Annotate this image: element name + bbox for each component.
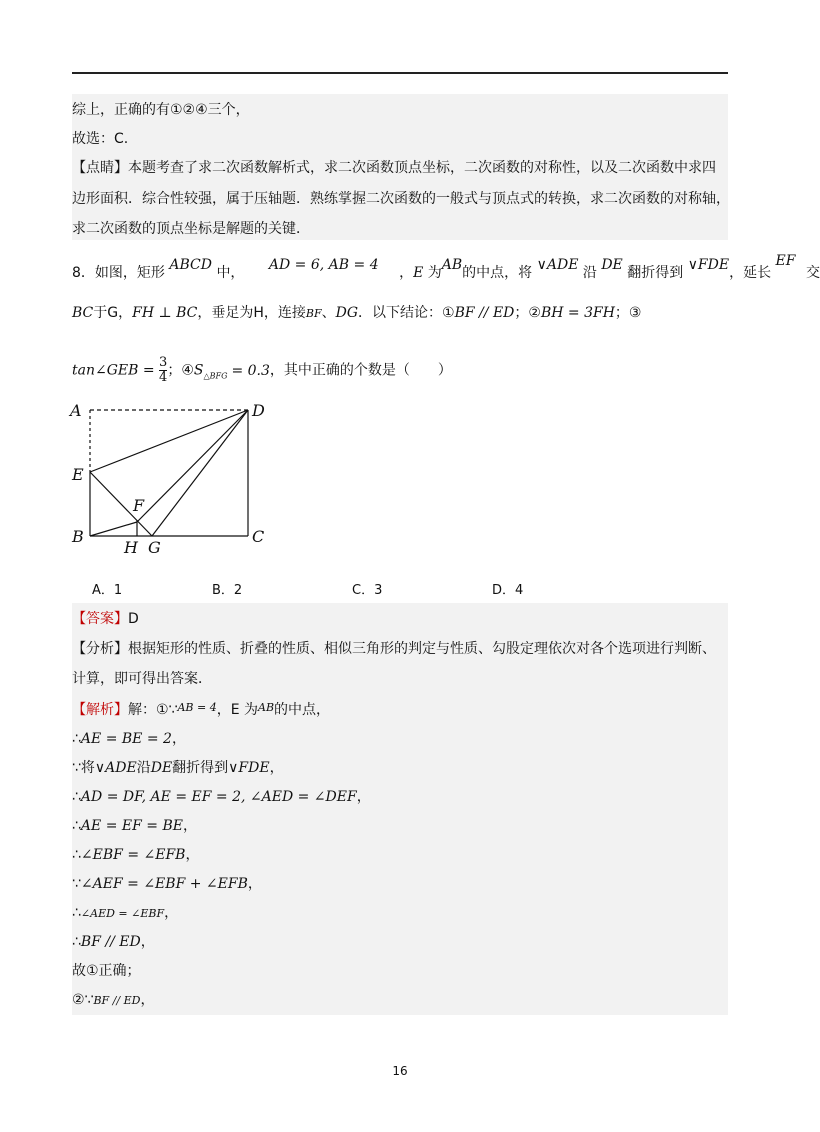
math: AE = BE = 2 [80, 731, 172, 747]
q-text: ，延长 [729, 265, 772, 281]
math: AD = 6, AB = 4 [268, 257, 379, 273]
math: BF // ED [80, 934, 141, 950]
math: S [193, 362, 204, 379]
q-text: 为 [423, 265, 442, 281]
math: E [413, 265, 424, 281]
solution-tag: 【解析】 [72, 702, 128, 718]
analysis-tag: 【分析】 [72, 641, 128, 657]
comment-tag: 【点睛】 [72, 160, 128, 176]
label-G: G [148, 538, 161, 557]
math: AE = EF = BE [80, 818, 183, 834]
math: tan∠GEB = [72, 362, 155, 379]
question-line-3 [72, 356, 452, 386]
s-text: ∴ [72, 818, 81, 834]
label-B: B [72, 527, 84, 546]
comment-text: 本题考查了求二次函数解析式，求二次函数顶点坐标，二次函数的对称性，以及二次函数中求四 [128, 160, 716, 176]
q-text: 沿 [582, 265, 597, 281]
option-b: B．2 [212, 583, 243, 598]
q-text: ．以下结论：① [358, 305, 455, 321]
math: EF [775, 253, 796, 269]
analysis-line [72, 639, 716, 659]
label-A: A [70, 401, 82, 420]
option-a: A．1 [92, 583, 123, 598]
solution-line-6 [72, 845, 199, 865]
s-text: 翻折得到∨ [172, 760, 239, 776]
q-text: 于G， [93, 305, 133, 321]
math: ADE [105, 760, 137, 776]
s-text: ②∵ [72, 992, 94, 1008]
s-text: 沿 [136, 760, 151, 776]
math: AB = 4 [177, 701, 217, 714]
s-text: ， [182, 818, 197, 834]
math: DE [150, 760, 173, 776]
s-text: ∴ [72, 789, 81, 805]
s-text: ，E 为 [216, 702, 259, 718]
comment-line: 求二次函数的顶点坐标是解题的关键． [72, 221, 310, 237]
label-C: C [252, 527, 265, 546]
math: ∠EBF = ∠EFB [80, 847, 186, 863]
math: FH ⊥ BC [132, 305, 198, 321]
s-text: ， [171, 731, 186, 747]
s-text: ， [140, 992, 155, 1008]
question-line-2 [72, 303, 641, 324]
s-text: ∴ [72, 934, 81, 950]
analysis-text: 根据矩形的性质、折叠的性质、相似三角形的判定与性质、勾股定理依次对各个选项进行判断、 [128, 641, 716, 657]
label-F: F [133, 496, 145, 515]
answer-tag: 【答案】 [72, 611, 128, 627]
q-text: ，垂足为H，连接 [197, 305, 306, 321]
math: AB [258, 701, 275, 714]
solution-line-10: 故①正确； [72, 963, 141, 979]
option-d: D．4 [492, 583, 524, 598]
edge-DF [137, 410, 248, 522]
s-text: ， [356, 789, 371, 805]
q-text: 的中点，将 [462, 265, 533, 281]
s-text: ， [269, 760, 284, 776]
s-text: ∴ [72, 847, 81, 863]
text-line: 故选：C. [72, 131, 129, 147]
label-E: E [72, 465, 84, 484]
q-text: ；④ [167, 362, 194, 379]
q-text: ，其中正确的个数是（ ） [269, 362, 452, 379]
math: BH = 3FH [540, 305, 615, 321]
q-text: ， [399, 265, 414, 281]
s-text: ， [164, 905, 179, 921]
math: = 0.3 [231, 362, 270, 379]
s-text: ， [247, 876, 262, 892]
q-text: ；③ [614, 305, 642, 321]
comment-line: 边形面积．综合性较强，属于压轴题．熟练掌握二次函数的一般式与顶点式的转换，求二次函数的对称轴， [72, 191, 730, 207]
page-number: 16 [392, 1064, 408, 1078]
s-text: ， [185, 847, 200, 863]
solution-line-2 [72, 729, 186, 749]
solution-line-8 [72, 903, 178, 924]
math: ABCD [169, 257, 212, 273]
math: AB [441, 257, 463, 273]
math: FDE [238, 760, 270, 776]
math: ∨FDE [687, 257, 730, 273]
s-text: ， [140, 934, 155, 950]
math: BF [305, 307, 322, 320]
math: DG [335, 305, 359, 321]
option-c: C．3 [352, 583, 383, 598]
text-line: 综上，正确的有①②④三个， [72, 102, 250, 118]
s-text: 的中点， [274, 702, 331, 718]
math-sub: △BFG [203, 371, 228, 381]
s-text: ∵将∨ [72, 760, 106, 776]
s-text: ∴ [72, 731, 81, 747]
question-line-1 [72, 253, 820, 283]
label-D: D [252, 401, 265, 420]
label-H: H [124, 538, 138, 557]
fraction-den: 4 [159, 370, 168, 385]
solution-shade-bottom [72, 603, 728, 1015]
solution-line-1 [72, 700, 330, 721]
edge-BF [90, 522, 137, 536]
q-text: 、 [321, 305, 336, 321]
solution-line-9 [72, 932, 155, 952]
q-number: 8．如图，矩形 [72, 265, 165, 281]
answer-line [72, 609, 139, 629]
answer-value: D [128, 611, 139, 627]
q-text: 交 [805, 265, 820, 281]
q-text: ； [514, 305, 529, 321]
math: BF // ED [454, 305, 515, 321]
solution-line-5 [72, 816, 197, 836]
math: BC [72, 305, 94, 321]
q-text: 中， [216, 265, 245, 281]
solution-line-11 [72, 990, 154, 1011]
s-text: ∴ [72, 905, 81, 921]
math: AD = DF, AE = EF = 2, ∠AED = ∠DEF [80, 789, 357, 805]
solution-line-7 [72, 874, 262, 894]
q-text: 翻折得到 [627, 265, 684, 281]
s-text: ∵ [72, 876, 81, 892]
geometry-figure [66, 398, 276, 558]
math: ∠AEF = ∠EBF + ∠EFB [80, 876, 248, 892]
s-text: 解：①∵ [128, 702, 178, 718]
solution-line-3 [72, 758, 284, 778]
comment-line [72, 158, 716, 178]
analysis-line: 计算，即可得出答案． [72, 671, 212, 687]
q-text: ② [528, 305, 541, 321]
fraction-num: 3 [159, 355, 168, 370]
math: BF // ED [93, 994, 141, 1007]
math: ∠AED = ∠EBF [80, 907, 165, 920]
header-rule [72, 72, 728, 74]
solution-line-4 [72, 787, 371, 807]
math: ∨ADE [536, 257, 579, 273]
math: DE [601, 257, 623, 273]
